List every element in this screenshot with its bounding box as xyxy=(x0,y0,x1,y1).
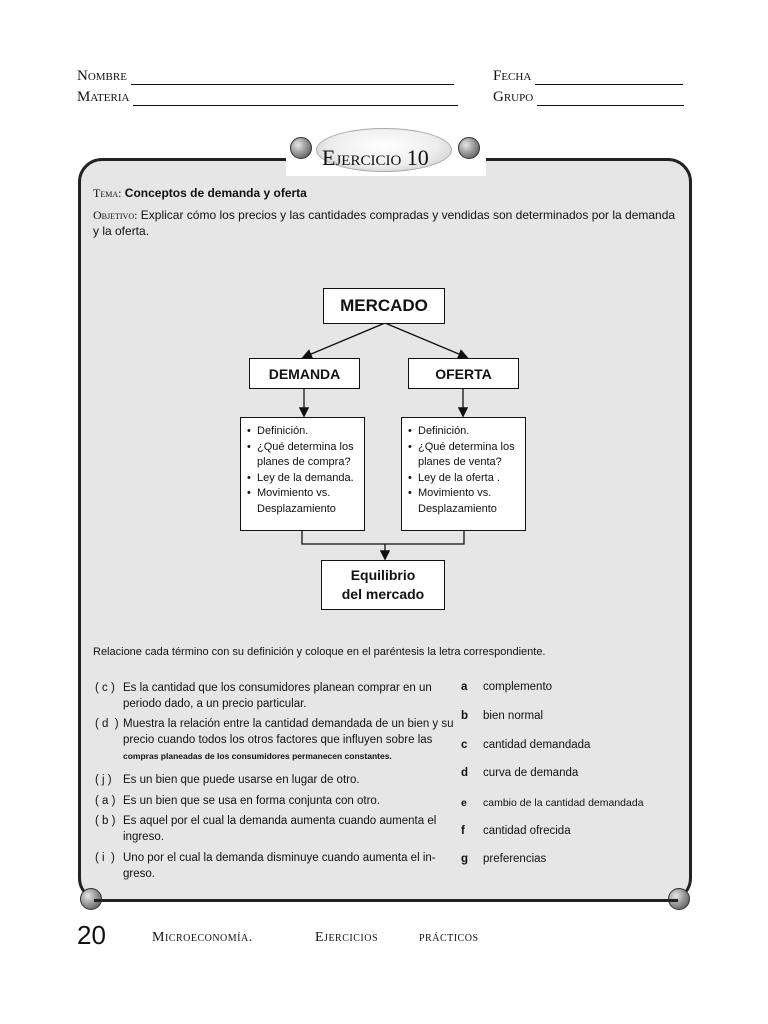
materia-label: Materia xyxy=(77,89,130,105)
option-item xyxy=(461,739,590,751)
option-item xyxy=(461,853,546,865)
option-text: complemento xyxy=(483,681,553,693)
equilibrio-line1: Equilibrio xyxy=(350,567,416,583)
definition-item xyxy=(95,850,455,882)
definition-text: Es un bien que se usa en forma conjunta con otro. xyxy=(123,795,380,807)
answer-slot[interactable]: ( a ) xyxy=(95,795,116,807)
definition-text: Es aquel por el cual la demanda aumenta cuando aumenta el ingreso. xyxy=(123,815,437,843)
definition-text: Uno por el cual la demanda disminuye cuando aumenta el in-greso. xyxy=(123,852,436,880)
equilibrio-line2: del mercado xyxy=(341,586,425,602)
objetivo-value: Explicar cómo los precios y las cantidades compradas y vendidas son determinados por la demanda y la oferta. xyxy=(93,208,676,238)
demanda-label: DEMANDA xyxy=(268,365,341,382)
definition-item xyxy=(95,772,455,788)
option-item xyxy=(461,767,578,779)
list-item: • Definición. xyxy=(247,424,358,440)
fecha-label: Fecha xyxy=(493,68,532,84)
exercise-title: Ejercicio 10 xyxy=(322,145,429,170)
option-letter: f xyxy=(461,825,465,837)
footer-book-title-3: prácticos xyxy=(419,930,479,945)
option-letter: g xyxy=(461,853,469,865)
option-item xyxy=(461,825,571,837)
option-letter: a xyxy=(461,681,468,693)
list-item: • Movimiento vs. Desplazamiento xyxy=(247,486,358,517)
oferta-topics-box xyxy=(401,417,526,531)
option-letter: c xyxy=(461,739,468,751)
answer-slot[interactable]: ( d ) xyxy=(95,718,119,730)
list-item: • Ley de la oferta . xyxy=(408,471,519,487)
equilibrio-box xyxy=(321,560,445,610)
answer-slot[interactable]: ( b ) xyxy=(95,815,116,827)
tema-label: Tema: xyxy=(93,186,122,200)
matching-instruction: Relacione cada término con su definición y coloque en el paréntesis la letra correspondiente. xyxy=(93,646,546,658)
answer-slot[interactable]: ( i ) xyxy=(95,852,115,864)
mercado-label: MERCADO xyxy=(340,296,428,315)
list-item: • Ley de la demanda. xyxy=(247,471,358,487)
oferta-box xyxy=(408,358,519,389)
list-item: • Movimiento vs. Desplazamiento xyxy=(408,486,519,517)
answer-slot[interactable]: ( c ) xyxy=(95,682,115,694)
option-text: cantidad ofrecida xyxy=(483,825,571,837)
footer-book-title-2: Ejercicios xyxy=(315,930,379,945)
option-text: bien normal xyxy=(483,710,544,722)
option-item xyxy=(461,710,543,722)
option-text: cambio de la cantidad demandada xyxy=(483,797,644,809)
option-letter: e xyxy=(461,797,467,809)
definition-text: Es la cantidad que los consumidores planean comprar en un periodo dado, a un precio particular. xyxy=(123,682,432,710)
definition-item xyxy=(95,680,455,712)
list-item: • ¿Qué determina los planes de venta? xyxy=(408,440,519,471)
definition-item xyxy=(95,813,455,845)
option-letter: b xyxy=(461,710,469,722)
nombre-label: Nombre xyxy=(77,68,127,84)
option-text: cantidad demandada xyxy=(483,739,591,751)
tema-value: Conceptos de demanda y oferta xyxy=(124,186,307,200)
list-item: • Definición. xyxy=(408,424,519,440)
option-item xyxy=(461,797,644,809)
list-item: • ¿Qué determina los planes de compra? xyxy=(247,440,358,471)
definition-text-small: compras planeadas de los consumidores permanecen constantes. xyxy=(123,751,392,761)
definition-text: Muestra la relación entre la cantidad demandada de un bien y su precio cuando todos los otros factores que influyen sobre las xyxy=(123,718,454,746)
join-lines xyxy=(302,530,464,544)
grupo-label: Grupo xyxy=(493,89,534,105)
option-text: curva de demanda xyxy=(483,767,579,779)
option-letter: d xyxy=(461,767,469,779)
arrow-mercado-demanda xyxy=(304,323,385,357)
oferta-label: OFERTA xyxy=(435,365,492,382)
demanda-box xyxy=(249,358,360,389)
page-number: 20 xyxy=(77,920,106,950)
answer-slot[interactable]: ( j ) xyxy=(95,774,112,786)
definition-text: Es un bien que puede usarse en lugar de otro. xyxy=(123,774,360,786)
option-text: preferencias xyxy=(483,853,547,865)
mercado-box xyxy=(323,288,445,324)
objetivo-label: Objetivo: xyxy=(93,208,138,222)
demanda-topics-box xyxy=(240,417,365,531)
definition-item xyxy=(95,793,455,809)
definition-item xyxy=(95,716,455,764)
footer-book-title-1: Microeconomía. xyxy=(152,930,253,945)
arrow-mercado-oferta xyxy=(385,323,466,357)
option-item xyxy=(461,681,552,693)
